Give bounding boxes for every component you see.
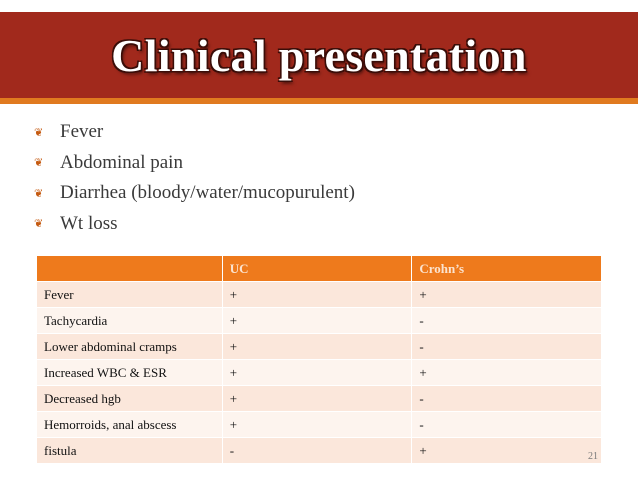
bullet-item bbox=[34, 209, 355, 240]
feature-cell: fistula bbox=[37, 438, 223, 464]
feature-cell: Decreased hgb bbox=[37, 386, 223, 412]
table-row bbox=[37, 308, 602, 334]
header-cell-feature bbox=[37, 256, 223, 282]
bullet-item bbox=[34, 148, 355, 179]
uc-cell: + bbox=[222, 412, 412, 438]
table-row bbox=[37, 438, 602, 464]
feature-cell: Hemorroids, anal abscess bbox=[37, 412, 223, 438]
uc-cell: + bbox=[222, 360, 412, 386]
comparison-table-container bbox=[36, 255, 602, 464]
slide-title: Clinical presentation bbox=[111, 29, 527, 81]
ribbon-bullet-icon: ❦ bbox=[34, 157, 44, 170]
title-underline bbox=[0, 98, 638, 104]
table-row bbox=[37, 412, 602, 438]
feature-cell: Fever bbox=[37, 282, 223, 308]
table-row bbox=[37, 360, 602, 386]
header-cell-uc: UC bbox=[222, 256, 412, 282]
ribbon-bullet-icon: ❦ bbox=[34, 218, 44, 231]
crohns-cell: - bbox=[412, 308, 602, 334]
uc-cell: + bbox=[222, 282, 412, 308]
table-row bbox=[37, 386, 602, 412]
bullet-text: Fever bbox=[60, 121, 104, 143]
crohns-cell: - bbox=[412, 412, 602, 438]
uc-cell: + bbox=[222, 334, 412, 360]
page-number: 21 bbox=[588, 451, 598, 462]
comparison-table bbox=[36, 255, 602, 464]
crohns-cell: + bbox=[412, 360, 602, 386]
uc-cell: - bbox=[222, 438, 412, 464]
bullet-list bbox=[34, 117, 355, 239]
table-row bbox=[37, 334, 602, 360]
bullet-text: Diarrhea (bloody/water/mucopurulent) bbox=[60, 182, 355, 204]
uc-cell: + bbox=[222, 386, 412, 412]
bullet-item bbox=[34, 178, 355, 209]
table-row bbox=[37, 282, 602, 308]
bullet-text: Abdominal pain bbox=[60, 151, 183, 173]
crohns-cell: - bbox=[412, 386, 602, 412]
table-header-row bbox=[37, 256, 602, 282]
feature-cell: Increased WBC & ESR bbox=[37, 360, 223, 386]
bullet-text: Wt loss bbox=[60, 212, 118, 234]
bullet-item bbox=[34, 117, 355, 148]
crohns-cell: + bbox=[412, 282, 602, 308]
crohns-cell: - bbox=[412, 334, 602, 360]
feature-cell: Tachycardia bbox=[37, 308, 223, 334]
header-cell-crohns: Crohn’s bbox=[412, 256, 602, 282]
feature-cell: Lower abdominal cramps bbox=[37, 334, 223, 360]
ribbon-bullet-icon: ❦ bbox=[34, 126, 44, 139]
ribbon-bullet-icon: ❦ bbox=[34, 187, 44, 200]
uc-cell: + bbox=[222, 308, 412, 334]
crohns-cell: + bbox=[412, 438, 602, 464]
